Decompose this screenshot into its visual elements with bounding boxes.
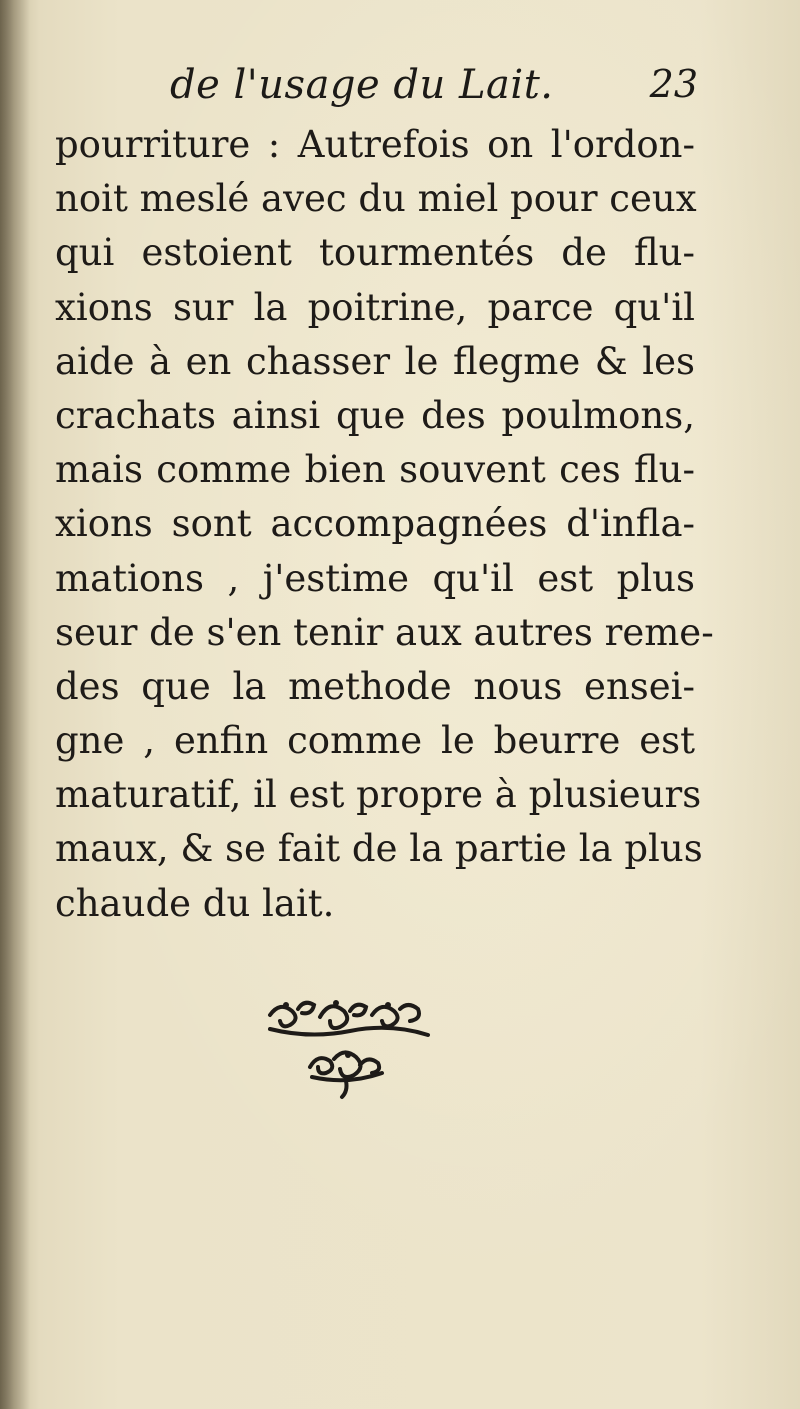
text-line: aide à en chasser le flegme & les xyxy=(55,339,695,383)
text-line: des que la methode nous ensei- xyxy=(55,664,695,708)
running-title: de l'usage du Lait. xyxy=(170,62,554,108)
text-line: crachats ainsi que des poulmons, xyxy=(55,393,695,437)
fleuron-ornament-icon xyxy=(250,985,440,1105)
text-line: xions sont accompagnées d'infla- xyxy=(55,502,695,546)
text-line: mations , j'estime qu'il est plus xyxy=(55,556,695,600)
text-line: qui estoient tourmentés de flu- xyxy=(55,231,695,275)
text-line: pourriture : Autrefois on l'ordon- xyxy=(55,123,695,166)
text-line: mais comme bien souvent ces flu- xyxy=(55,448,695,492)
binding-gutter xyxy=(0,0,30,1409)
text-line: seur de s'en tenir aux autres reme- xyxy=(55,610,714,654)
body-text xyxy=(55,118,714,931)
text-line: noit meslé avec du miel pour ceux xyxy=(55,177,697,221)
text-line: gne , enfin comme le beurre est xyxy=(55,719,695,763)
text-line: maux, & se fait de la partie la plus xyxy=(55,827,703,871)
page-number: 23 xyxy=(649,62,698,106)
text-line: maturatif, il est propre à plusieurs xyxy=(55,773,702,817)
text-line: chaude du lait. xyxy=(55,881,335,925)
page-header xyxy=(170,62,710,122)
text-line: xions sur la poitrine, parce qu'il xyxy=(55,285,695,329)
